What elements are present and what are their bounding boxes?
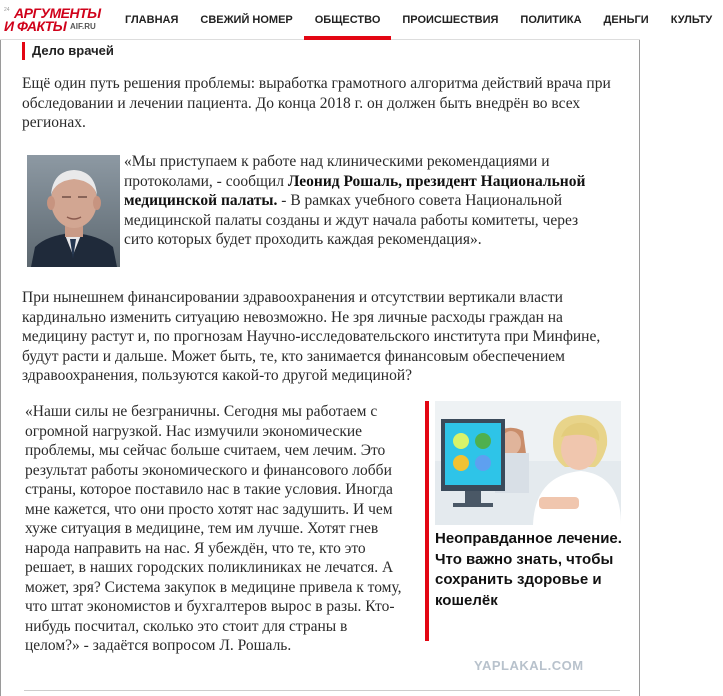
nav-item-society[interactable]: ОБЩЕСТВО: [304, 0, 392, 40]
section-heading: Дело врачей: [22, 42, 114, 60]
article-paragraph-2: При нынешнем финансировании здравоохранения и отсутствии вертикали власти кардинально изменить ситуацию невозможно. Не зря личные расходы граждан на медицину растут и, по прогнозам Научно-исследовательского института при Минфине, будут расти и дальше. Может быть, те, кто занимается финансовым обеспечением здравоохранения, пользуются какой-то другой медициной?: [22, 289, 601, 384]
logo-age-mark: 24: [4, 7, 10, 13]
related-article-image: [435, 401, 621, 525]
nav-item-latest-issue[interactable]: СВЕЖИЙ НОМЕР: [200, 14, 293, 26]
main-nav: [114, 0, 723, 40]
bottom-divider: [24, 690, 620, 691]
quote-1-speaker: Леонид Рошаль, президент Национальной медицинской палаты.: [124, 172, 586, 209]
nav-item-money[interactable]: ДЕНЬГИ: [603, 14, 649, 26]
quote-roshal-2: «Наши силы не безграничны. Сегодня мы работаем с огромной нагрузкой. Нас измучили экономические проблемы, мы сейчас больше считаем, чем лечим. Это результат работы экономического и финансового лобби страны, которое поставило нас в такие условия. Иногда мне кажется, что они просто хотят нас задушить. И чем хуже ситуация в медицине, тем им лучше. Хотят гнев народа направить на нас. Я убеждён, что те, кто это решает, в наших городских поликлиниках не лечатся. А может, зря? Система закупок в медицине привела к тому, что штат экономистов и бухгалтеров вырос в разы. Кто-нибудь посчитал, сколько это стоит для страны в целом?» - задаётся вопросом Л. Рошаль.: [25, 403, 402, 654]
doctor-with-monitor-icon: [435, 401, 621, 525]
nav-item-incidents[interactable]: ПРОИСШЕСТВИЯ: [402, 14, 499, 26]
site-header: [0, 0, 713, 40]
quote-1-text-start: «Мы приступаем к работе над клиническими рекомендациями и протоколами, - сообщил: [124, 153, 550, 190]
quote-1-text-end: - В рамках учебного совета Национальной медицинской палаты созданы и ждут начала работы комитеты, через сито которых будет проходить каждая рекомендация».: [124, 192, 579, 248]
nav-item-culture[interactable]: КУЛЬТУ: [670, 14, 713, 26]
speaker-portrait: [27, 155, 120, 267]
logo-domain: AIF.RU: [70, 22, 96, 31]
watermark-text: YAPLAKAL.COM: [474, 658, 584, 673]
related-article-card[interactable]: [425, 401, 621, 641]
logo-line-1: АРГУМЕНТЫ: [14, 5, 101, 21]
portrait-photo-icon: [27, 155, 120, 267]
nav-item-politics[interactable]: ПОЛИТИКА: [520, 14, 582, 26]
site-logo[interactable]: [4, 6, 108, 36]
nav-item-home[interactable]: ГЛАВНАЯ: [125, 14, 179, 26]
related-article-title: Неоправданное лечение. Что важно знать, чтобы сохранить здоровье и кошелёк: [435, 530, 622, 609]
quote-roshal-1: [124, 152, 610, 250]
article-paragraph-1: Ещё один путь решения проблемы: выработка грамотного алгоритма действий врача при обследовании и лечении пациента. До конца 2018 г. он должен быть внедрён во всех регионах.: [22, 75, 611, 131]
logo-line-2: И ФАКТЫ: [4, 18, 67, 34]
